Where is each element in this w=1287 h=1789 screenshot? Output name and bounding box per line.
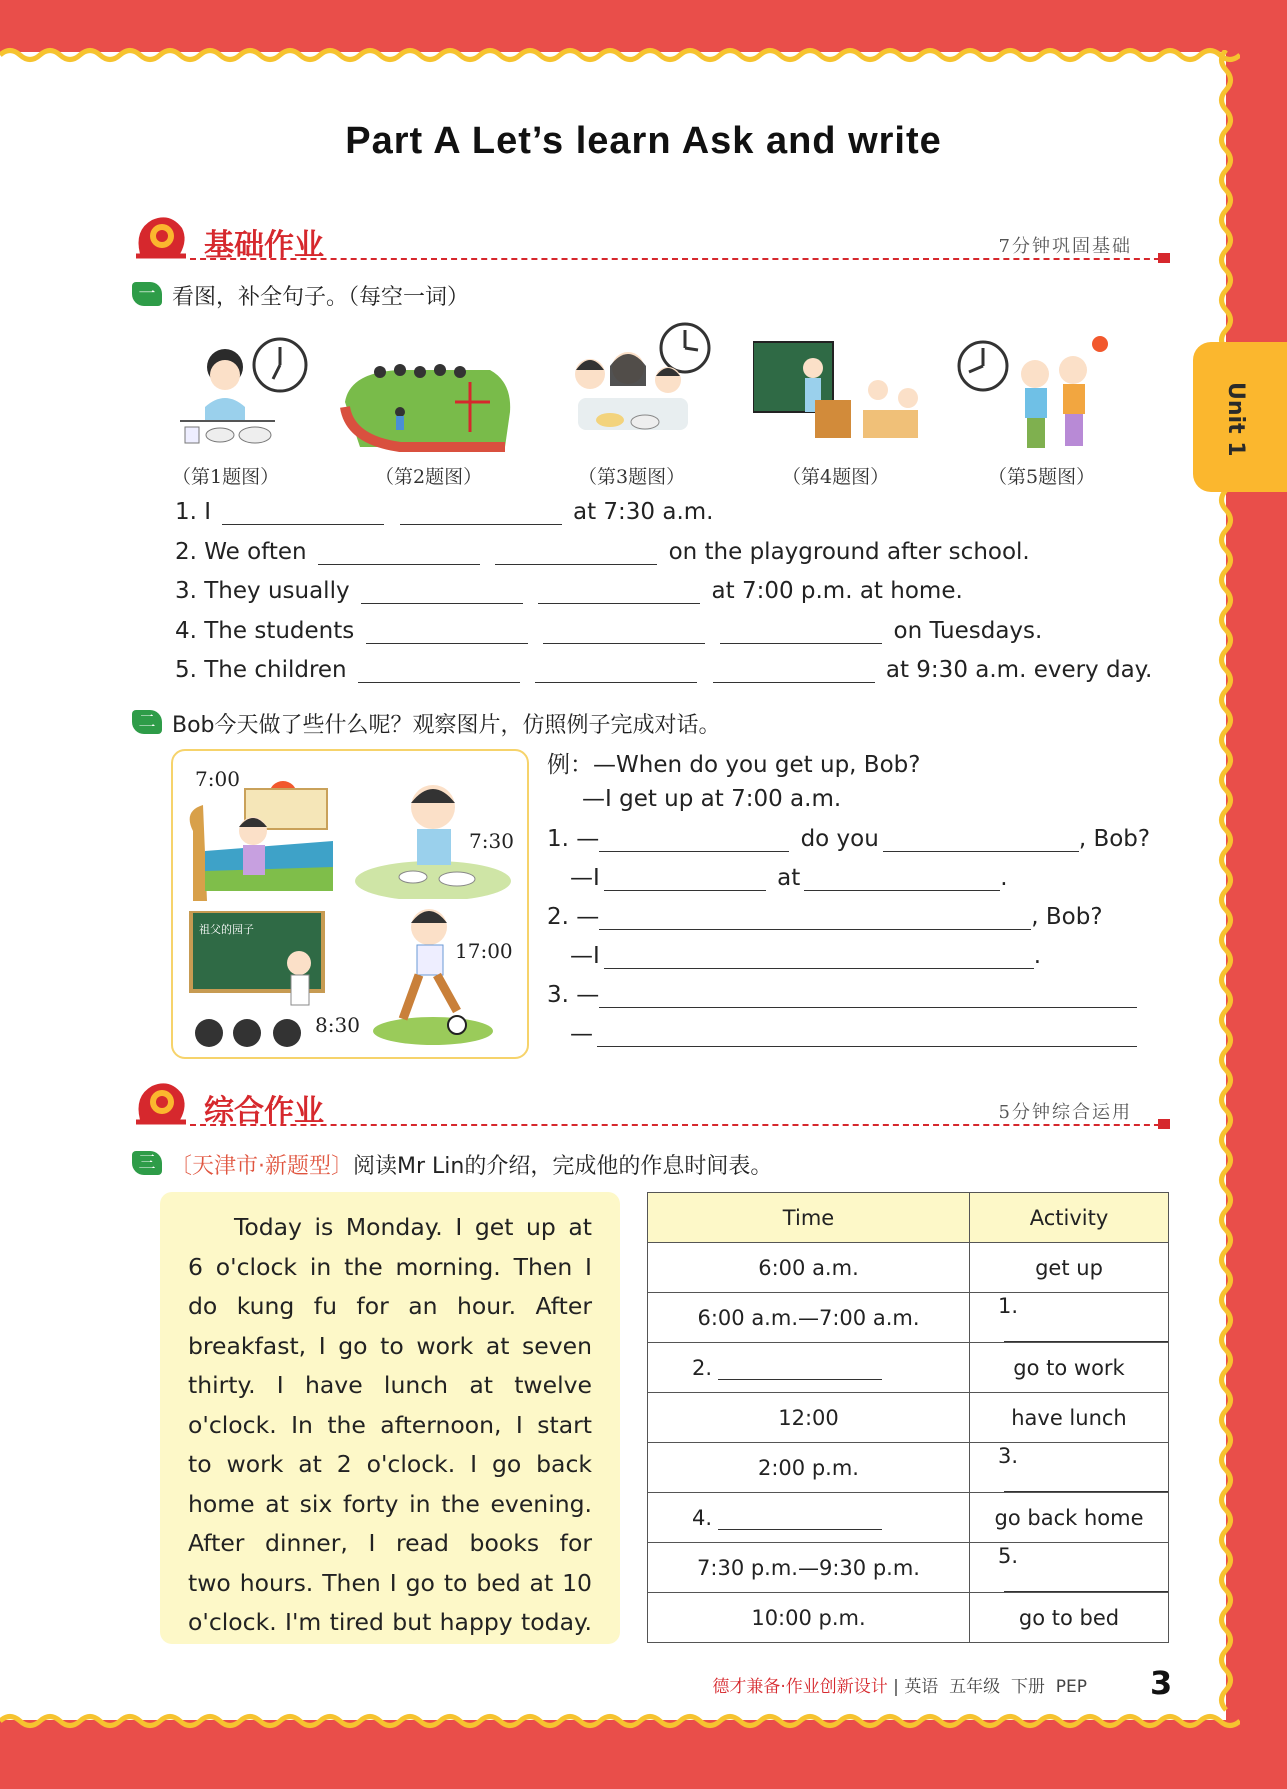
answer-blank[interactable]: [599, 983, 1137, 1008]
passage-line: breakfast, I go to work at seven: [188, 1331, 592, 1360]
answer-blank[interactable]: [361, 579, 523, 604]
picture-3-caption: （第3题图）: [578, 466, 686, 488]
picture-2-playground: [340, 352, 515, 452]
section-basic-title: 基础作业: [204, 228, 324, 263]
q1-sentence-4-start: 4. The students: [175, 618, 355, 644]
q2-line-suffix: , Bob?: [1031, 904, 1103, 930]
table-cell: 10:00 p.m.: [648, 1593, 970, 1643]
time-label-8-30: 8:30: [315, 1013, 360, 1037]
table-header-activity: Activity: [970, 1193, 1169, 1243]
table-cell: go back home: [970, 1493, 1169, 1543]
table-cell: go to bed: [970, 1593, 1169, 1643]
q2-line-text: do you: [800, 826, 879, 852]
passage-line: do kung fu for an hour. After: [188, 1292, 592, 1320]
table-cell-blank[interactable]: [970, 1443, 1169, 1493]
answer-blank[interactable]: [366, 619, 528, 644]
table-cell-blank[interactable]: [648, 1343, 970, 1393]
section-divider: [190, 258, 1170, 260]
question-3-tag: 〔天津市·新题型〕: [170, 1154, 353, 1179]
q1-sentence-3-start: 3. They usually: [175, 578, 350, 604]
table-cell: 12:00: [648, 1393, 970, 1443]
right-wave-border: [1215, 50, 1237, 1722]
answer-blank[interactable]: [720, 619, 882, 644]
q1-sentence-3-end: at 7:00 p.m. at home.: [711, 578, 963, 604]
table-row: [648, 1493, 1169, 1543]
q2-dialogue-1-answer: [570, 865, 1008, 891]
question-3-number: 三: [132, 1151, 162, 1175]
table-cell: 7:30 p.m.—9:30 p.m.: [648, 1543, 970, 1593]
answer-blank[interactable]: [883, 827, 1079, 852]
top-wave-border: [0, 46, 1240, 64]
page-footer: 德才兼备·作业创新设计 | 英语 五年级 下册 PEP: [712, 1677, 1087, 1697]
answer-blank[interactable]: [358, 658, 520, 683]
section-comprehensive-hint: 5分钟综合运用: [998, 1102, 1132, 1123]
reading-passage: [160, 1192, 620, 1644]
answer-blank[interactable]: [400, 500, 562, 525]
bob-day-picture-box: [171, 749, 529, 1059]
picture-5-caption: （第5题图）: [988, 466, 1096, 488]
table-cell: have lunch: [970, 1393, 1169, 1443]
q2-dialogue-2-question: [547, 904, 1103, 930]
question-3-text: 阅读Mr Lin的介绍，完成他的作息时间表。: [353, 1154, 773, 1179]
footer-subject: 英语: [904, 1677, 939, 1697]
q2-line-suffix: , Bob?: [1078, 826, 1151, 852]
q1-sentence-2-end: on the playground after school.: [668, 539, 1030, 565]
passage-line: 6 o'clock in the morning. Then I: [188, 1252, 592, 1281]
table-cell-blank[interactable]: [970, 1293, 1169, 1343]
blank-number: 5.: [998, 1543, 1019, 1568]
question-1-instruction: 看图，补全句子。（每空一词）: [172, 285, 470, 310]
table-row: [648, 1543, 1169, 1593]
q2-line-text: at: [777, 865, 801, 891]
time-label-17-00: 17:00: [455, 939, 513, 963]
table-row: [648, 1393, 1169, 1443]
table-row: [648, 1243, 1169, 1293]
table-cell: 2:00 p.m.: [648, 1443, 970, 1493]
footer-brand: 德才兼备·作业创新设计: [712, 1677, 888, 1697]
bob-breakfast-picture: [353, 769, 513, 899]
answer-blank[interactable]: [222, 500, 384, 525]
time-label-7-30: 7:30: [469, 829, 514, 853]
answer-blank[interactable]: [713, 658, 875, 683]
page-title: Part A Let’s learn Ask and write: [345, 120, 942, 162]
picture-1-caption: （第1题图）: [172, 466, 280, 488]
schedule-table: [647, 1192, 1169, 1643]
q2-line-suffix: .: [1033, 943, 1042, 969]
table-header-row: [648, 1193, 1169, 1243]
table-row: [648, 1343, 1169, 1393]
table-row: [648, 1443, 1169, 1493]
q2-dialogue-3-answer: [570, 1021, 1141, 1047]
passage-line: two hours. Then I go to bed at 10: [188, 1568, 592, 1597]
blank-number: 4.: [692, 1505, 713, 1530]
bell-icon: [130, 1076, 192, 1132]
answer-blank[interactable]: [599, 905, 1031, 930]
q2-line-prefix: 3. —: [547, 982, 600, 1008]
section-comprehensive-title: 综合作业: [204, 1094, 324, 1129]
section-divider-end: [1158, 253, 1170, 263]
bob-class-picture: [187, 911, 337, 1051]
table-header-time: Time: [648, 1193, 970, 1243]
bell-icon: [130, 210, 192, 266]
answer-blank[interactable]: [318, 540, 480, 565]
answer-blank[interactable]: [495, 540, 657, 565]
section-comprehensive-header: [130, 1076, 1170, 1136]
answer-blank[interactable]: [1004, 1319, 1168, 1342]
picture-3-dinner: [560, 320, 715, 450]
question-2-number: 二: [132, 710, 162, 734]
q1-sentence-4: [175, 618, 1042, 644]
q2-line-prefix: —I: [570, 865, 600, 891]
answer-blank[interactable]: [718, 1507, 882, 1530]
section-divider-end: [1158, 1119, 1170, 1129]
q2-dialogue-3-question: [547, 982, 1141, 1008]
picture-5-exercise: [955, 330, 1115, 455]
q2-line-suffix: .: [1000, 865, 1008, 891]
answer-blank[interactable]: [599, 827, 789, 852]
bob-getting-up-picture: [183, 771, 333, 901]
table-cell-blank[interactable]: [970, 1543, 1169, 1593]
answer-blank[interactable]: [1004, 1469, 1168, 1492]
passage-line: thirty. I have lunch at twelve: [188, 1371, 592, 1399]
table-row: [648, 1593, 1169, 1643]
q1-sentence-3: [175, 578, 963, 604]
table-cell: go to work: [970, 1343, 1169, 1393]
passage-line: After dinner, I read books for: [188, 1529, 592, 1557]
example-question: 例：—When do you get up, Bob?: [547, 752, 921, 778]
unit-tab[interactable]: [1193, 342, 1287, 492]
unit-tab-label: Unit 1: [1223, 382, 1248, 457]
answer-blank[interactable]: [604, 866, 766, 891]
footer-term: 下册: [1010, 1677, 1045, 1697]
answer-blank[interactable]: [597, 1022, 1137, 1047]
footer-edition: PEP: [1055, 1677, 1087, 1697]
footer-grade: 五年级: [949, 1677, 1001, 1697]
question-2-instruction: Bob今天做了些什么呢？观察图片，仿照例子完成对话。: [172, 713, 721, 738]
q2-line-prefix: 2. —: [547, 904, 600, 930]
q2-line-prefix: —: [570, 1021, 593, 1047]
table-cell: 6:00 a.m.—7:00 a.m.: [648, 1293, 970, 1343]
answer-blank[interactable]: [1004, 1569, 1168, 1592]
q2-dialogue-1-question: [547, 826, 1150, 852]
q1-sentence-5-end: at 9:30 a.m. every day.: [885, 657, 1153, 683]
blank-number: 1.: [998, 1293, 1019, 1318]
q1-sentence-4-end: on Tuesdays.: [893, 618, 1043, 644]
q2-dialogue-2-answer: [570, 943, 1041, 969]
q1-sentence-2: [175, 539, 1030, 565]
example-answer: —I get up at 7:00 a.m.: [582, 786, 842, 812]
table-row: [648, 1293, 1169, 1343]
answer-blank[interactable]: [543, 619, 705, 644]
q1-sentence-2-start: 2. We often: [175, 539, 307, 565]
q1-sentence-1-start: 1. I: [175, 499, 212, 525]
passage-line: o'clock. In the afternoon, I start: [188, 1410, 592, 1439]
answer-blank[interactable]: [538, 579, 700, 604]
time-label-7-00: 7:00: [195, 767, 240, 791]
q1-sentence-5-start: 5. The children: [175, 657, 347, 683]
answer-blank[interactable]: [604, 944, 1034, 969]
q1-sentence-1-end: at 7:30 a.m.: [572, 499, 714, 525]
q2-line-prefix: —I: [570, 943, 600, 969]
picture-4-caption: （第4题图）: [782, 466, 890, 488]
page-number: 3: [1150, 1664, 1173, 1702]
section-basic-header: [130, 210, 1170, 270]
answer-blank[interactable]: [804, 866, 1000, 891]
blackboard-text: 祖父的园子: [199, 923, 254, 936]
blank-number: 2.: [692, 1355, 713, 1380]
table-cell: get up: [970, 1243, 1169, 1293]
table-cell: 6:00 a.m.: [648, 1243, 970, 1293]
passage-line: Today is Monday. I get up at: [234, 1213, 592, 1241]
passage-line: o'clock. I'm tired but happy today.: [188, 1608, 592, 1636]
answer-blank[interactable]: [535, 658, 697, 683]
picture-2-caption: （第2题图）: [375, 466, 483, 488]
picture-4-classroom: [753, 340, 923, 450]
table-cell-blank[interactable]: [648, 1493, 970, 1543]
q1-sentence-5: [175, 657, 1152, 683]
bottom-wave-border: [0, 1712, 1240, 1730]
answer-blank[interactable]: [718, 1357, 882, 1380]
passage-line: home at six forty in the evening.: [188, 1489, 592, 1518]
blank-number: 3.: [998, 1443, 1019, 1468]
question-3-instruction: [170, 1149, 772, 1180]
section-divider: [190, 1124, 1170, 1126]
passage-line: to work at 2 o'clock. I go back: [188, 1450, 592, 1478]
q2-line-prefix: 1. —: [547, 826, 600, 852]
section-basic-hint: 7分钟巩固基础: [998, 236, 1132, 257]
bob-football-picture: [373, 901, 513, 1051]
picture-1-breakfast: [175, 335, 310, 450]
question-1-number: 一: [132, 282, 162, 306]
q1-sentence-1: [175, 499, 714, 525]
